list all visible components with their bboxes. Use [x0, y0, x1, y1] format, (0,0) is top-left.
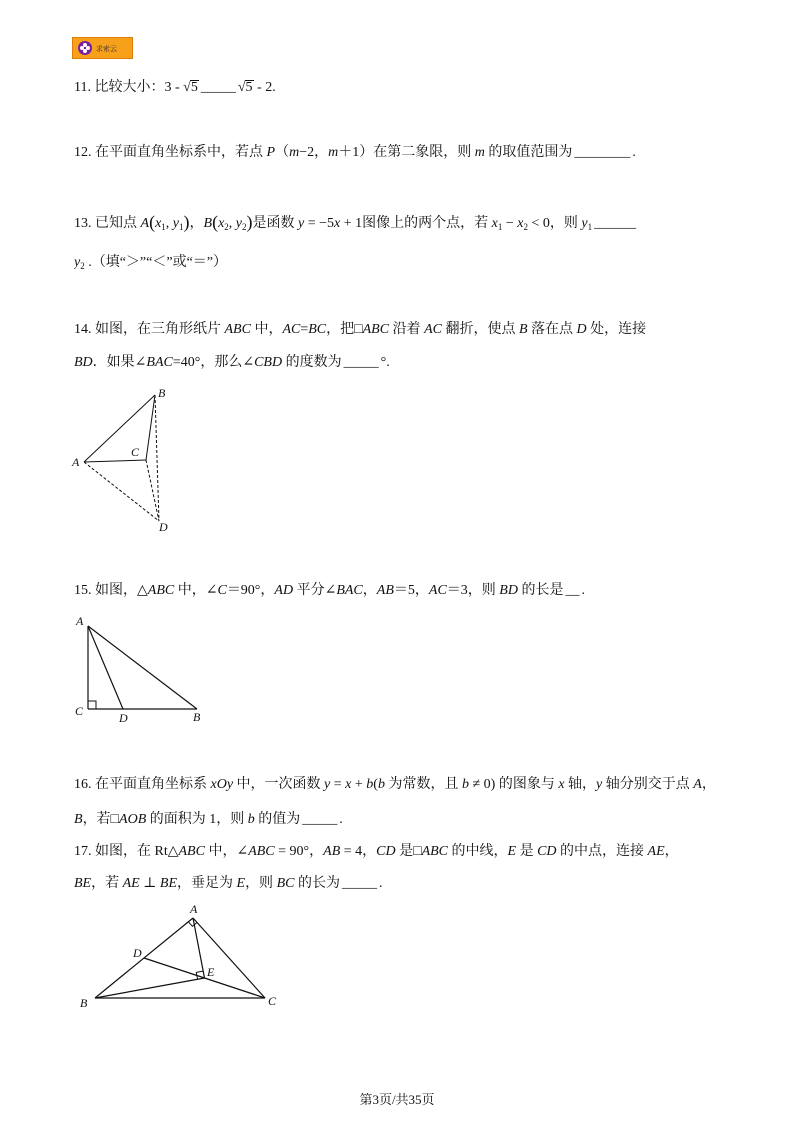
question-14-line-1-run: 落在点 — [527, 322, 577, 337]
question-13-line-1-run: ( — [212, 212, 219, 232]
question-16-line-1-run: ( — [373, 777, 378, 792]
question-17-line-1-run: CD — [537, 844, 557, 859]
question-13-line-1-run: 2 — [242, 222, 247, 232]
question-15-run: C — [217, 583, 227, 598]
question-16-line-1-run: y — [596, 777, 603, 792]
question-16-line-2-run: 的值为 — [254, 812, 301, 827]
question-12-run: 12. 在平面直角坐标系中，若点 — [74, 145, 267, 160]
question-15-run: . — [581, 583, 585, 598]
question-17-line-1-run: 中，∠ — [204, 844, 249, 859]
question-13-line-1-run: 1 — [497, 222, 503, 232]
question-15-run: AC — [428, 583, 447, 598]
question-12-run: 的取值范围为 — [484, 145, 573, 160]
question-17-line-2-run: BE — [74, 876, 92, 891]
label-d: D — [133, 946, 142, 960]
edge-bd-dashed — [155, 395, 159, 521]
question-17-line-2-run: BE — [159, 876, 177, 891]
question-13-line-1-run: x — [334, 216, 341, 231]
question-17-line-1-run: E — [507, 844, 517, 859]
question-15-run: __ — [565, 583, 580, 598]
edge-ab — [88, 626, 197, 709]
question-14-line-1-run: AC — [424, 322, 442, 337]
label-c: C — [268, 994, 277, 1008]
figure-17 — [70, 898, 285, 1016]
question-13-line-1-run: ) — [246, 212, 253, 232]
logo-text: 求索云 — [96, 45, 117, 53]
question-13-line-1-run: ，则 — [549, 216, 582, 231]
question-14-line-2-run: 的度数为 — [282, 355, 342, 370]
question-16-line-1-run: b — [377, 777, 385, 792]
question-17-line-1-run: AB — [323, 844, 341, 859]
question-11-run: _____ — [200, 80, 236, 95]
question-16-line-1-run: xOy — [210, 777, 234, 792]
edge-cb — [146, 395, 155, 460]
question-16-line-1-run: ， — [701, 777, 716, 792]
question-13-line-1 — [74, 212, 638, 232]
right-angle-mark — [88, 701, 96, 709]
question-13-line-1-run: ______ — [594, 216, 637, 231]
question-13-line-1-run: − — [502, 216, 518, 231]
question-16-line-1-run: + — [351, 777, 367, 792]
question-13-line-1-run: , — [228, 216, 236, 231]
question-16-line-1-run: 轴， — [564, 777, 597, 792]
edge-ac — [84, 460, 146, 462]
question-17-line-1-run: 的中线， — [448, 844, 508, 859]
question-11-run: √ — [183, 80, 191, 95]
question-14-line-1-run: ABC — [362, 322, 390, 337]
question-13-line-2-run: 2 — [80, 261, 85, 271]
question-16-line-1-run: b — [366, 777, 374, 792]
question-13-line-1-run: ( — [149, 212, 156, 232]
logo — [72, 37, 133, 59]
question-11-run: 5 — [245, 80, 253, 95]
question-17-line-2-run: . — [378, 876, 383, 891]
question-15-run: ＝5， — [393, 583, 429, 598]
question-17-line-2-run: AE — [122, 876, 140, 891]
question-15-run: 平分∠ — [293, 583, 337, 598]
question-13-line-1-run: 1 — [179, 222, 184, 232]
question-17-line-1-run: ABC — [421, 844, 449, 859]
label-a: A — [72, 455, 80, 469]
question-13-line-1-run: y — [235, 216, 242, 231]
question-17-line-2-run: 的长为 — [294, 876, 340, 891]
question-11-run: 5 — [190, 80, 198, 95]
question-11 — [74, 78, 276, 98]
question-15-run: AB — [376, 583, 394, 598]
question-13-line-1-run: 2 — [224, 222, 229, 232]
question-15-run: 的长是 — [517, 583, 564, 598]
question-16-line-1-run: ≠ 0) — [468, 777, 496, 792]
question-16-line-1-run: y — [324, 777, 331, 792]
question-17-line-2-run: ，若 — [91, 876, 123, 891]
question-14-line-2-run: CBD — [254, 355, 283, 370]
question-13-line-1-run: x — [155, 216, 162, 231]
question-14-line-1 — [74, 320, 646, 340]
label-d: D — [119, 711, 128, 725]
question-13-line-1-run: 是函数 — [252, 216, 298, 231]
question-17-line-2-run: ，则 — [245, 876, 277, 891]
question-14-line-2-run: BAC — [146, 355, 173, 370]
question-15-run: ABC — [147, 583, 175, 598]
label-d: D — [159, 520, 168, 534]
question-12-run: . — [632, 145, 636, 160]
question-15-run: BD — [499, 583, 518, 598]
question-17-line-2-run: E — [236, 876, 246, 891]
question-13-line-1-run: y — [172, 216, 179, 231]
question-17-line-2-run: _____ — [341, 876, 377, 891]
question-17-line-2-run: BC — [276, 876, 295, 891]
page-number: 第3页/共35页 — [359, 1092, 435, 1107]
question-13-line-1-run: A — [140, 216, 150, 231]
question-17-line-1-run: = 4， — [340, 844, 377, 859]
edge-ad — [88, 626, 123, 709]
label-b: B — [193, 710, 201, 724]
question-16-line-1-run: 为常数，且 — [384, 777, 462, 792]
question-14-line-1-run: BC — [308, 322, 327, 337]
label-b: B — [80, 996, 88, 1010]
question-17-line-1-run: CD — [376, 844, 396, 859]
question-16-line-1-run: 中，一次函数 — [233, 777, 325, 792]
label-b: B — [158, 386, 166, 400]
question-14-line-1-run: D — [576, 322, 587, 337]
question-14-line-1-run: 翻折，使点 — [441, 322, 519, 337]
question-11-run: 11. 比较大小：3 - — [74, 80, 184, 95]
label-c: C — [131, 445, 140, 459]
question-16-line-2-run: ，若□ — [82, 812, 120, 827]
question-16-line-1-run: 的图象与 — [495, 777, 559, 792]
edge-ad-dashed — [84, 462, 159, 521]
question-16-line-2-run: _____ — [302, 812, 338, 827]
question-15-run: ＝90°， — [226, 583, 275, 598]
question-14-line-1-run: 14. 如图，在三角形纸片 — [74, 322, 225, 337]
question-13-line-1-run: 1 — [587, 222, 593, 232]
question-13-line-1-run: 1 — [161, 222, 166, 232]
question-17-line-1 — [74, 842, 679, 862]
question-12-run: m — [474, 145, 485, 160]
question-14-line-1-run: ABC — [224, 322, 251, 337]
question-13-line-1-run: 图像上的两个点，若 — [362, 216, 492, 231]
question-17-line-2-run: ，垂足为 — [177, 876, 237, 891]
question-14-line-2-run: _____ — [343, 355, 379, 370]
question-17-line-1-run: 17. 如图，在 Rt△ — [74, 844, 179, 859]
question-14-line-2-run: =40°，那么∠ — [172, 355, 255, 370]
label-c: C — [75, 704, 84, 718]
question-17-line-1-run: ABC — [248, 844, 275, 859]
edge-ab — [84, 395, 155, 462]
question-13-line-1-run: B — [203, 216, 213, 231]
question-16-line-1-run: b — [461, 777, 469, 792]
question-16-line-1-run: 16. 在平面直角坐标系 — [74, 777, 211, 792]
question-16-line-2-run: 的面积为 1，则 — [146, 812, 248, 827]
question-17-line-1-run: 是□ — [395, 844, 422, 859]
question-16-line-1-run: = — [330, 777, 346, 792]
question-16-line-2 — [74, 810, 343, 830]
question-15-run: ＝3，则 — [446, 583, 500, 598]
question-13-line-1-run: x — [218, 216, 225, 231]
question-15-run: ， — [362, 583, 377, 598]
question-15-run: BAC — [336, 583, 363, 598]
question-11-run: - 2. — [253, 80, 276, 95]
question-13-line-1-run: + 1 — [340, 216, 363, 231]
question-13-line-1-run: x — [517, 216, 524, 231]
question-12-run: ________ — [574, 145, 631, 160]
question-16-line-1-run: x — [558, 777, 565, 792]
question-17-line-1-run: = 90°， — [274, 844, 324, 859]
question-12-run: （ — [275, 145, 290, 160]
question-13-line-1-run: 13. 已知点 — [74, 216, 141, 231]
question-13-line-1-run: x — [491, 216, 498, 231]
question-17-line-2-run: ⊥ — [139, 876, 160, 891]
question-17-line-1-run: 是 — [516, 844, 538, 859]
question-13-line-1-run: = −5 — [304, 216, 335, 231]
question-14-line-1-run: B — [518, 322, 528, 337]
question-12-run: m — [328, 145, 339, 160]
question-12-run: m — [289, 145, 300, 160]
question-12-run: P — [266, 145, 276, 160]
question-13-line-1-run: ， — [189, 216, 204, 231]
question-13-line-1-run: 2 — [523, 222, 528, 232]
edge-ae — [193, 918, 205, 978]
question-14-line-1-run: 处，连接 — [586, 322, 647, 337]
question-11-run: √ — [237, 80, 246, 95]
question-16-line-2-run: . — [339, 812, 343, 827]
question-17-line-2 — [74, 874, 382, 894]
question-14-line-1-run: ，把□ — [326, 322, 363, 337]
question-15-run: AD — [274, 583, 294, 598]
question-13-line-2-run: .（填“＞”“＜”或“＝”） — [84, 255, 228, 270]
label-a: A — [190, 902, 198, 916]
question-14-line-1-run: AC — [282, 322, 301, 337]
edge-be — [95, 978, 205, 998]
question-13-line-1-run: y — [298, 216, 305, 231]
label-a: A — [76, 614, 84, 628]
question-16-line-1-run: A — [693, 777, 702, 792]
question-12-run: −2， — [299, 145, 329, 160]
question-14-line-1-run: 中， — [250, 322, 283, 337]
question-14-line-1-run: = — [300, 322, 309, 337]
question-17-line-1-run: 的中点，连接 — [556, 844, 648, 859]
question-15-run: 中，∠ — [174, 583, 218, 598]
figure-14 — [60, 380, 190, 540]
question-12 — [74, 143, 636, 163]
question-15-run: 15. 如图，△ — [74, 583, 148, 598]
right-angle-mark-a — [188, 922, 197, 927]
question-16-line-1-run: 轴分别交于点 — [602, 777, 694, 792]
question-16-line-1 — [74, 775, 716, 795]
question-14-line-2-run: ．如果∠ — [92, 355, 147, 370]
question-15 — [74, 581, 585, 601]
question-14-line-2-run: BD — [74, 355, 93, 370]
label-e: E — [207, 965, 215, 979]
question-14-line-2 — [74, 353, 390, 373]
question-13-line-1-run: , — [165, 216, 173, 231]
question-16-line-2-run: B — [74, 812, 83, 827]
figure-15 — [66, 608, 216, 728]
question-13-line-2 — [74, 253, 227, 273]
flower-icon — [78, 41, 92, 55]
question-13-line-1-run: < 0 — [527, 216, 550, 231]
question-16-line-2-run: b — [247, 812, 255, 827]
question-13-line-1-run: ) — [183, 212, 190, 232]
question-13-line-1-run: y — [581, 216, 588, 231]
question-12-run: ＋1）在第二象限，则 — [338, 145, 475, 160]
question-16-line-1-run: x — [345, 777, 352, 792]
question-16-line-2-run: AOB — [119, 812, 147, 827]
question-14-line-1-run: 沿着 — [389, 322, 425, 337]
question-13-line-2-run: y — [74, 255, 81, 270]
question-17-line-1-run: ABC — [178, 844, 205, 859]
question-17-line-1-run: ， — [664, 844, 679, 859]
question-17-line-1-run: AE — [647, 844, 665, 859]
question-14-line-2-run: °. — [380, 355, 390, 370]
